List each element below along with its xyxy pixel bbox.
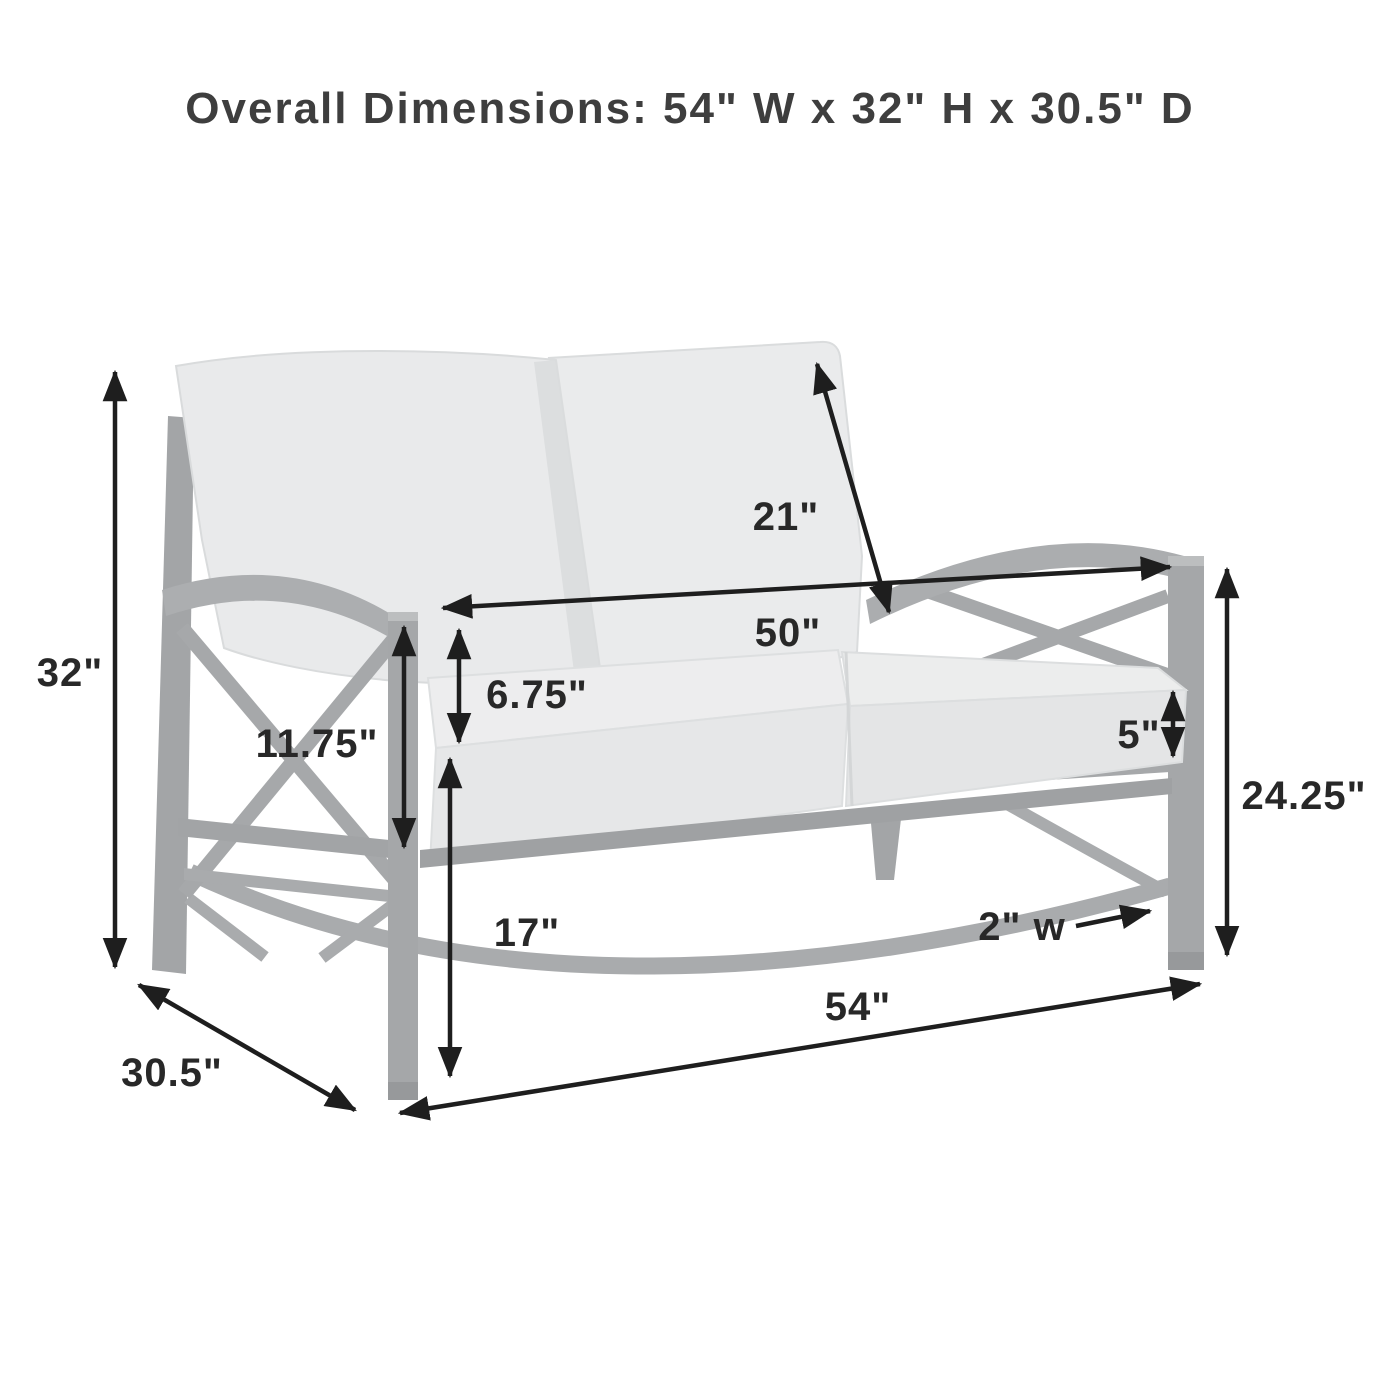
page-title: Overall Dimensions: 54" W x 32" H x 30.5" D (185, 84, 1195, 133)
dim-label-overall-height: 32" (36, 651, 104, 695)
dim-label-overall-width: 54" (824, 985, 892, 1029)
dim-arrow-overall-width (400, 984, 1200, 1113)
front-left-foot (388, 1082, 418, 1100)
front-right-post-cap (1168, 556, 1204, 566)
dim-label-back-cushion-height: 21" (752, 495, 820, 539)
right-brace (1000, 800, 1166, 892)
dim-label-interior-width: 50" (754, 611, 822, 655)
loveseat-illustration (152, 342, 1204, 1100)
dim-label-frame-width: 2" w (978, 905, 1066, 949)
dim-label-arm-post-height: 11.75" (255, 722, 379, 766)
dim-label-seat-height: 17" (493, 911, 561, 955)
dim-label-overall-depth: 30.5" (121, 1051, 223, 1095)
dim-label-arm-height: 24.25" (1241, 774, 1367, 818)
front-left-post-cap (388, 612, 418, 621)
dim-label-seat-to-arm: 6.75" (486, 673, 588, 717)
front-right-foot (1168, 952, 1204, 970)
dim-label-cushion-thickness: 5" (1117, 713, 1161, 757)
